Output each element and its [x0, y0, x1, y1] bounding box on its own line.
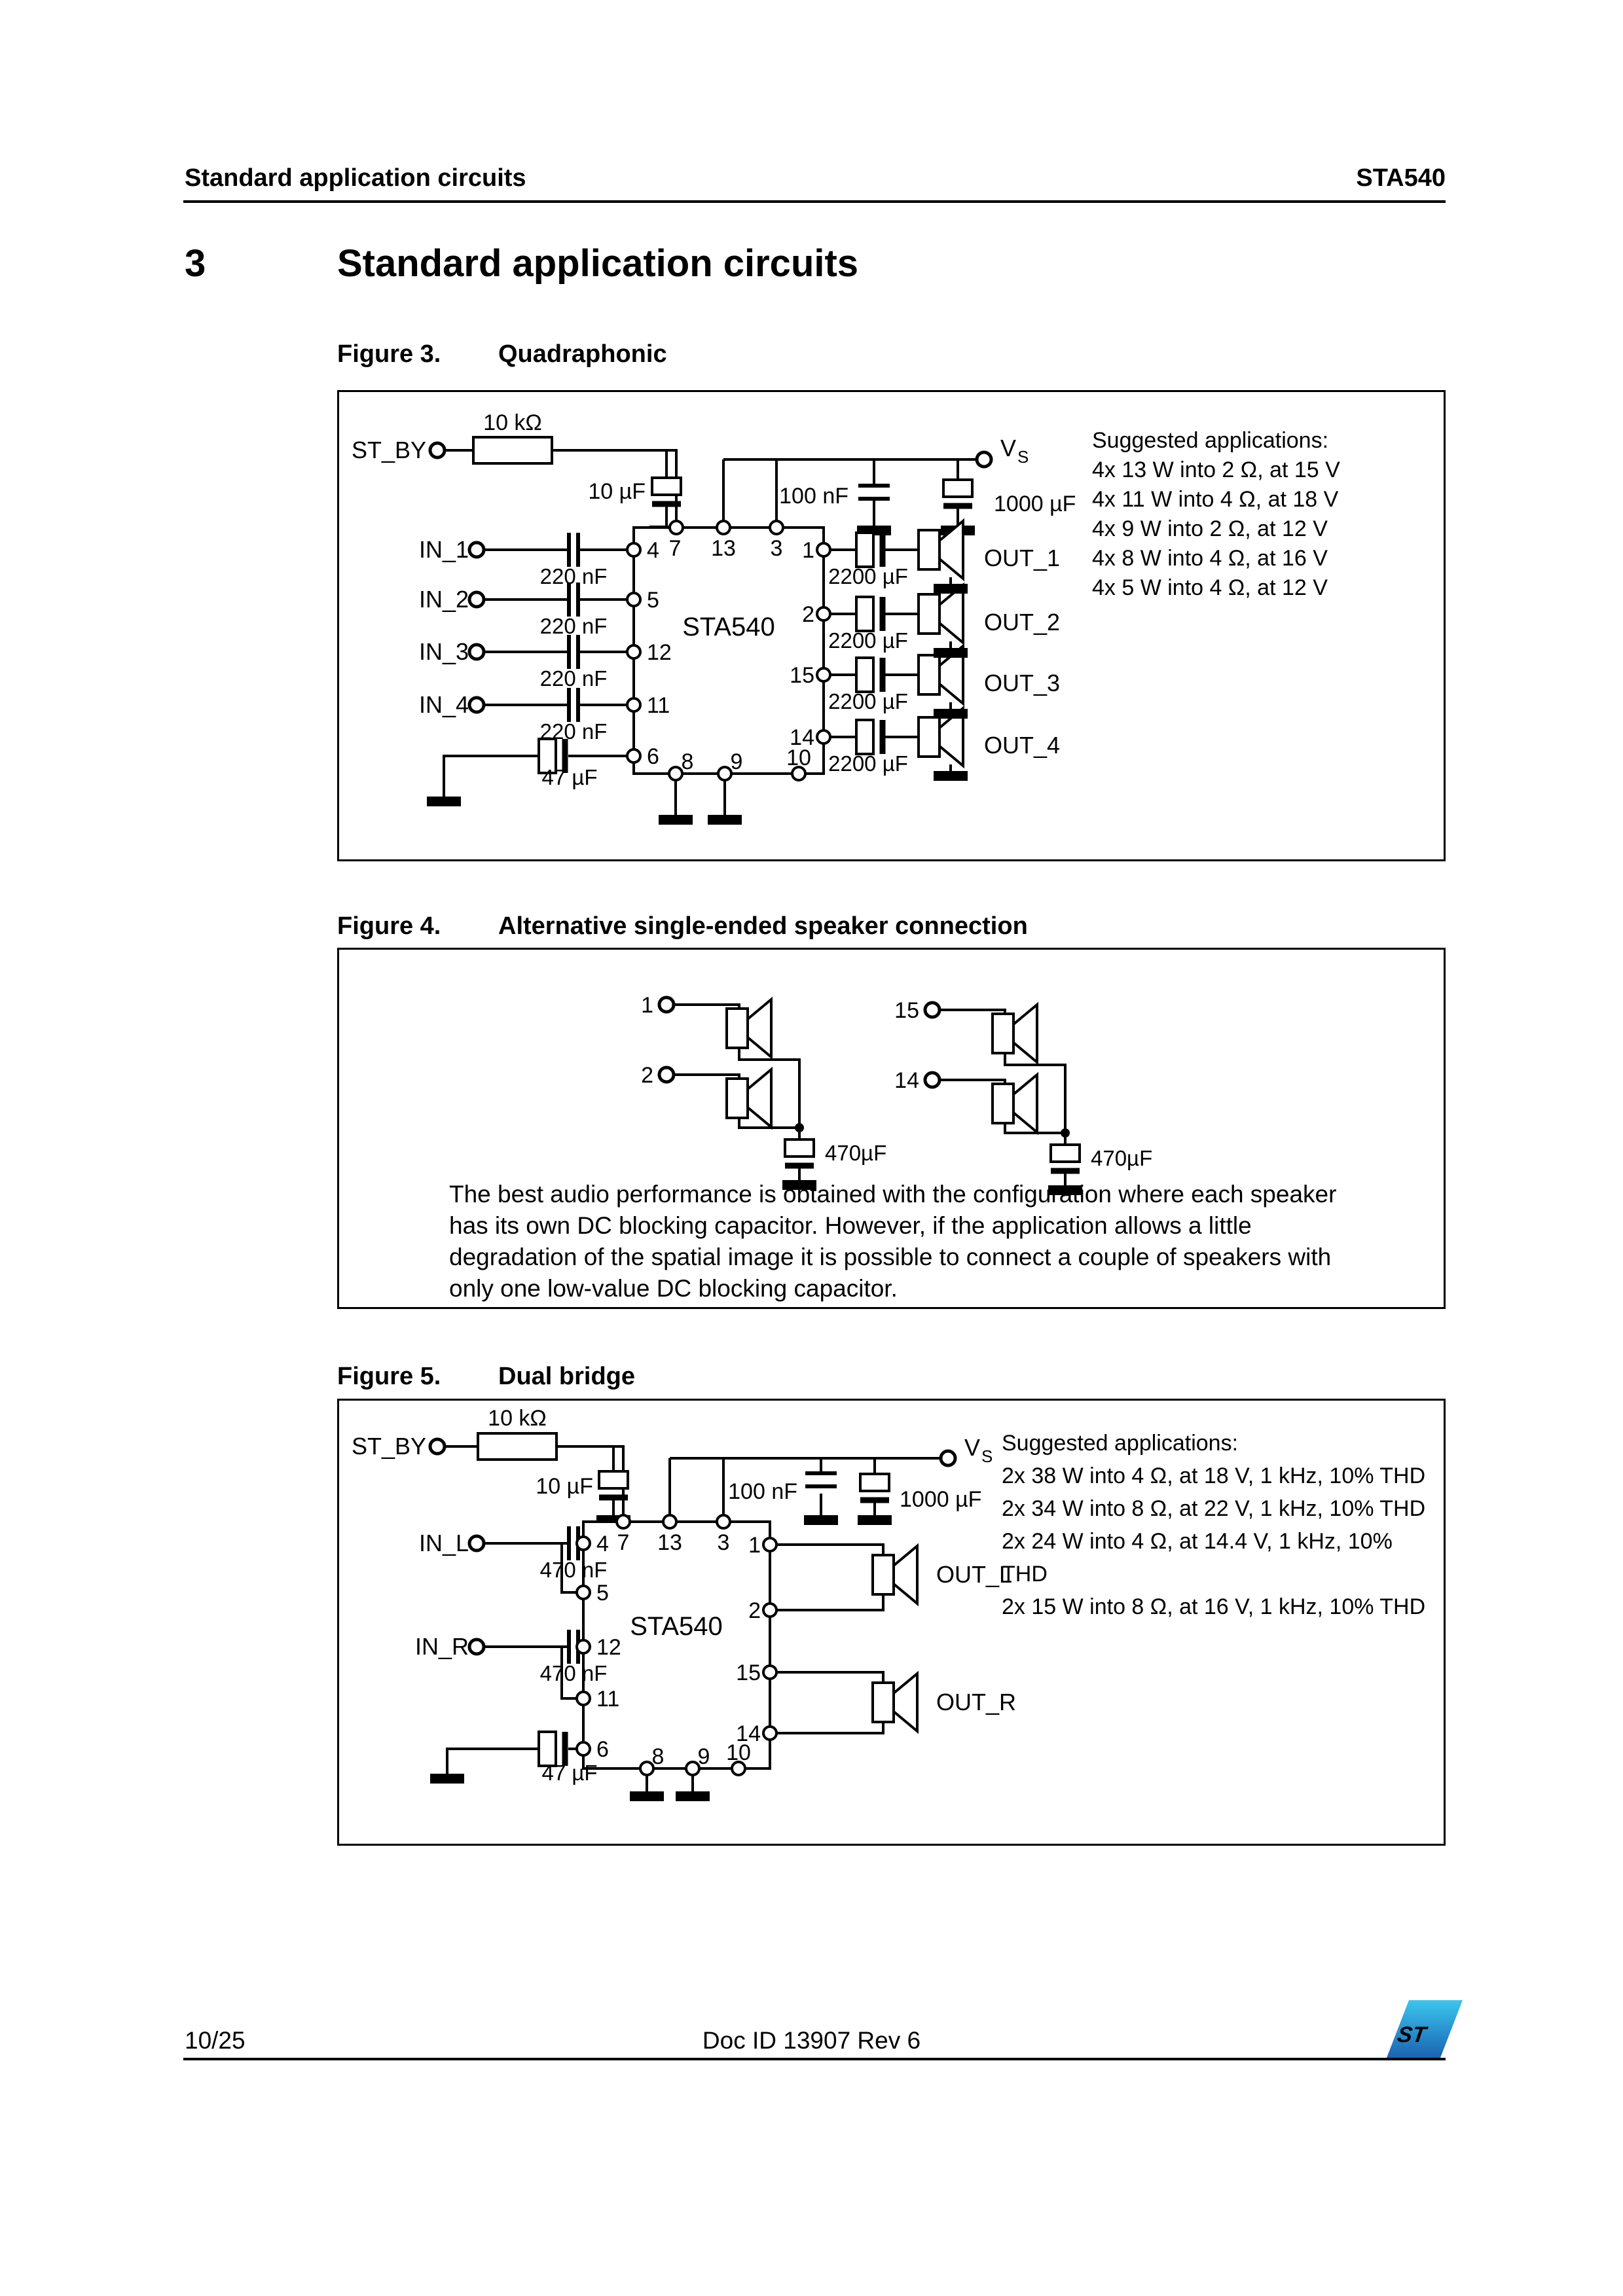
suggested-line: 2x 38 W into 4 Ω, at 18 V, 1 kHz, 10% THD: [1002, 1463, 1426, 1488]
pin8-label: 8: [681, 749, 694, 774]
pin5-icon: [577, 1586, 590, 1599]
figure5-label: Figure 5.: [337, 1363, 441, 1390]
ground-icon: [430, 1774, 464, 1784]
pin14-terminal-icon: [925, 1073, 939, 1087]
pin7-label: 7: [617, 1530, 630, 1555]
stby-resistor-label: 10 kΩ: [488, 1406, 547, 1431]
header-left: Standard application circuits: [185, 164, 526, 192]
in4-label: IN_4: [418, 691, 469, 718]
body-line: has its own DC blocking capacitor. However, if the application allows a little: [449, 1212, 1252, 1239]
vs-rail-wire: [723, 459, 977, 528]
pin15-icon: [817, 668, 830, 681]
ground-icon: [659, 815, 693, 825]
ground-icon: [630, 1791, 664, 1801]
footer-doc-id: Doc ID 13907 Rev 6: [702, 2027, 921, 2054]
suggested-line: 2x 15 W into 8 Ω, at 16 V, 1 kHz, 10% THD: [1002, 1594, 1426, 1619]
speaker-icon: [727, 999, 771, 1057]
pin7-icon: [617, 1515, 630, 1528]
terminal1-label: 1: [641, 993, 653, 1018]
suggested-title: Suggested applications:: [1002, 1431, 1239, 1456]
vs-cap1-label: 100 nF: [728, 1479, 797, 1504]
suggested-line: 4x 9 W into 2 Ω, at 12 V: [1092, 516, 1328, 541]
pin4-icon: [577, 1537, 590, 1550]
footer-rule: [183, 2058, 1446, 2060]
out4-label: OUT_4: [984, 732, 1061, 759]
pin7-icon: [670, 521, 683, 534]
vs-cap2-label: 1000 µF: [994, 492, 1076, 516]
ic-name: STA540: [682, 613, 775, 641]
pin14-icon: [763, 1727, 776, 1740]
pin9-icon: [718, 767, 731, 780]
pin5-label: 5: [596, 1581, 609, 1605]
outr-wire: [776, 1672, 883, 1733]
suggested-title: Suggested applications:: [1092, 428, 1329, 453]
footer-page-number: 10/25: [185, 2027, 246, 2054]
in1-cap-label: 220 nF: [539, 564, 608, 588]
in2-label: IN_2: [418, 586, 469, 613]
header-rule: [183, 200, 1446, 203]
pin11-label: 11: [596, 1687, 620, 1712]
out4-cap-label: 2200 µF: [828, 751, 908, 776]
figure5-title: Dual bridge: [498, 1363, 636, 1390]
outr-label: OUT_R: [936, 1689, 1017, 1715]
vs-cap2-label: 1000 µF: [900, 1487, 982, 1512]
pin13-label: 13: [657, 1530, 682, 1555]
speaker-icon: [993, 1075, 1037, 1132]
in3-cap-label: 220 nF: [539, 666, 608, 691]
pin10-label: 10: [786, 745, 811, 770]
bottom-gnd-wires: [647, 1775, 693, 1791]
pin4-label: 4: [596, 1532, 609, 1556]
in4-cap-label: 220 nF: [539, 719, 608, 744]
figure3-box: [337, 390, 1446, 861]
pin11-icon: [627, 698, 640, 711]
pin13-icon: [717, 521, 730, 534]
pin14-icon: [817, 730, 830, 744]
stby-resistor-label: 10 kΩ: [483, 410, 542, 435]
vs-cap-wires: [874, 499, 958, 526]
body-line: The best audio performance is obtained with the configuration where each speaker: [449, 1181, 1337, 1208]
in1-cap-icon: [569, 533, 578, 567]
suggested-line: 4x 5 W into 4 Ω, at 12 V: [1092, 575, 1328, 600]
inr-label: IN_R: [414, 1633, 469, 1660]
out2-cap-label: 2200 µF: [828, 628, 908, 653]
terminal15-label: 15: [894, 998, 919, 1023]
stby-terminal-icon: [430, 443, 445, 457]
bottom-gnd-wires: [676, 780, 725, 815]
stby-resistor: [473, 437, 552, 463]
in3-terminal-icon: [469, 645, 484, 659]
pin6-icon: [577, 1742, 590, 1755]
pin10-label: 10: [726, 1740, 751, 1765]
vs-cap2-icon: [860, 1474, 889, 1500]
pin1-label: 1: [748, 1533, 761, 1558]
pin3-icon: [770, 521, 783, 534]
ic-name: STA540: [630, 1612, 723, 1641]
stby-cap-label: 10 µF: [588, 479, 646, 504]
pin4-label: 4: [647, 538, 659, 563]
pin15-label: 15: [736, 1660, 761, 1685]
ground-icon: [934, 584, 968, 594]
ground-icon: [804, 1515, 838, 1525]
pin12-label: 12: [647, 640, 672, 665]
vs-cap2-icon: [943, 480, 972, 506]
terminal2-label: 2: [641, 1063, 653, 1088]
vs-label-sub: S: [981, 1446, 993, 1466]
out2-label: OUT_2: [984, 609, 1061, 636]
inr-terminal-icon: [469, 1640, 484, 1654]
cap-label: 470µF: [1091, 1146, 1153, 1170]
header-right-product: STA540: [1356, 164, 1446, 192]
speaker-icon: [873, 1674, 917, 1731]
in4-terminal-icon: [469, 698, 484, 712]
vs-label: V: [1000, 435, 1017, 461]
ground-icon: [676, 1791, 710, 1801]
st-logo: [1387, 2000, 1463, 2058]
inl-terminal-icon: [469, 1536, 484, 1551]
ground-icon: [427, 797, 461, 806]
speaker-icon: [919, 521, 963, 579]
figure5-box: [337, 1399, 1446, 1846]
ground-icon: [858, 1515, 892, 1525]
pin4-icon: [627, 543, 640, 556]
pin3-label: 3: [717, 1530, 730, 1555]
pin2-label: 2: [748, 1598, 761, 1623]
section-title: Standard application circuits: [337, 242, 859, 285]
vs-terminal-icon: [977, 452, 991, 467]
pin15-icon: [763, 1666, 776, 1679]
suggested-line: 2x 34 W into 8 Ω, at 22 V, 1 kHz, 10% THD: [1002, 1496, 1426, 1521]
in3-label: IN_3: [418, 638, 469, 665]
pin11-label: 11: [647, 693, 670, 718]
svr-cap-label: 47 µF: [541, 765, 598, 789]
in1-label: IN_1: [418, 536, 469, 563]
pin6-label: 6: [596, 1737, 609, 1762]
pin1-terminal-icon: [659, 997, 674, 1012]
in4-cap-icon: [569, 688, 578, 722]
figure3-suggested: [1092, 426, 1340, 603]
pin9-label: 9: [697, 1744, 710, 1769]
vs-cap1-icon: [805, 1473, 837, 1486]
section-number: 3: [185, 242, 206, 285]
out3-cap-icon: [856, 658, 883, 692]
out3-cap-label: 2200 µF: [828, 689, 908, 713]
ground-icon: [708, 815, 742, 825]
pin6-label: 6: [647, 744, 659, 769]
suggested-line: 4x 8 W into 4 Ω, at 16 V: [1092, 546, 1328, 571]
pin11-icon: [577, 1692, 590, 1705]
speaker-icon: [919, 585, 963, 643]
in1-terminal-icon: [469, 543, 484, 557]
body-line: only one low-value DC blocking capacitor.: [449, 1275, 898, 1302]
in2-cap-label: 220 nF: [539, 614, 608, 638]
pin2-icon: [763, 1604, 776, 1617]
pin6-icon: [627, 749, 640, 762]
figure4-label: Figure 4.: [337, 912, 441, 940]
vs-label: V: [964, 1434, 981, 1461]
suggested-line: 2x 24 W into 4 Ω, at 14.4 V, 1 kHz, 10% THD: [1002, 1529, 1393, 1587]
ground-icon: [934, 771, 968, 781]
pin3-label: 3: [770, 536, 783, 561]
speaker-icon: [993, 1005, 1037, 1062]
pin13-label: 13: [711, 536, 736, 561]
pin8-icon: [669, 767, 682, 780]
pin1-label: 1: [802, 538, 814, 563]
inr-cap-label: 470 nF: [539, 1661, 608, 1685]
pin13-icon: [663, 1515, 676, 1528]
out4-cap-icon: [856, 720, 883, 754]
figure4-title: Alternative single-ended speaker connection: [498, 912, 1028, 940]
pin2-terminal-icon: [659, 1067, 674, 1082]
vs-cap1-icon: [858, 486, 890, 499]
pin12-icon: [627, 645, 640, 658]
body-line: degradation of the spatial image it is possible to connect a couple of speakers with: [449, 1244, 1332, 1270]
outl-wire: [776, 1545, 883, 1610]
ground-icon: [934, 648, 968, 658]
ground-icon: [934, 709, 968, 719]
pin9-label: 9: [730, 749, 743, 774]
stby-label: ST_BY: [351, 437, 426, 463]
pin3-icon: [717, 1515, 730, 1528]
dc-block-cap-icon: [785, 1139, 814, 1166]
junction-dot: [1061, 1128, 1070, 1138]
pin7-label: 7: [668, 536, 682, 561]
in2-terminal-icon: [469, 592, 484, 607]
vs-terminal-icon: [941, 1451, 955, 1465]
out1-cap-icon: [856, 533, 883, 567]
pin14-label: 14: [736, 1721, 761, 1746]
suggested-line: 4x 13 W into 2 Ω, at 15 V: [1092, 457, 1340, 482]
out3-label: OUT_3: [984, 670, 1061, 696]
stby-label: ST_BY: [351, 1433, 426, 1460]
terminal14-label: 14: [894, 1068, 919, 1093]
figure4-box: [337, 948, 1446, 1309]
pin14-label: 14: [790, 725, 814, 750]
pin1-icon: [763, 1538, 776, 1551]
stby-cap-label: 10 µF: [536, 1474, 593, 1499]
out1-cap-label: 2200 µF: [828, 564, 908, 588]
cap-label: 470µF: [825, 1141, 887, 1165]
st-logo-text: ST: [1395, 2022, 1428, 2047]
figure4-body: [449, 1179, 1336, 1304]
stby-terminal-icon: [430, 1439, 445, 1454]
inl-label: IN_L: [418, 1530, 469, 1556]
pin2-icon: [817, 607, 830, 620]
pin1-icon: [817, 543, 830, 556]
out1-label: OUT_1: [984, 545, 1061, 571]
speaker-icon: [873, 1546, 917, 1604]
pin15-terminal-icon: [925, 1003, 939, 1017]
dc-block-cap-icon: [1051, 1145, 1080, 1171]
vs-cap1-label: 100 nF: [779, 484, 848, 509]
inl-cap-label: 470 nF: [539, 1558, 608, 1582]
pin8-label: 8: [651, 1744, 665, 1769]
pin2-label: 2: [802, 602, 814, 627]
speaker-icon: [727, 1069, 771, 1127]
figure3-label: Figure 3.: [337, 340, 441, 368]
outl-label: OUT_L: [936, 1561, 1013, 1588]
pin12-label: 12: [596, 1635, 621, 1660]
figure3-title: Quadraphonic: [498, 340, 667, 368]
pin5-icon: [627, 593, 640, 606]
out2-cap-icon: [856, 597, 883, 631]
junction-dot: [795, 1123, 804, 1132]
figure5-suggested: [1002, 1427, 1444, 1623]
pin5-label: 5: [647, 588, 659, 613]
stby-resistor: [478, 1433, 556, 1460]
pin12-icon: [577, 1640, 590, 1653]
vs-label-sub: S: [1017, 447, 1029, 467]
suggested-line: 4x 11 W into 4 Ω, at 18 V: [1092, 487, 1339, 512]
in3-cap-icon: [569, 635, 578, 669]
svr-cap-label: 47 µF: [541, 1761, 598, 1785]
svr-cap-wire: [444, 756, 627, 797]
pin15-label: 15: [790, 663, 814, 688]
